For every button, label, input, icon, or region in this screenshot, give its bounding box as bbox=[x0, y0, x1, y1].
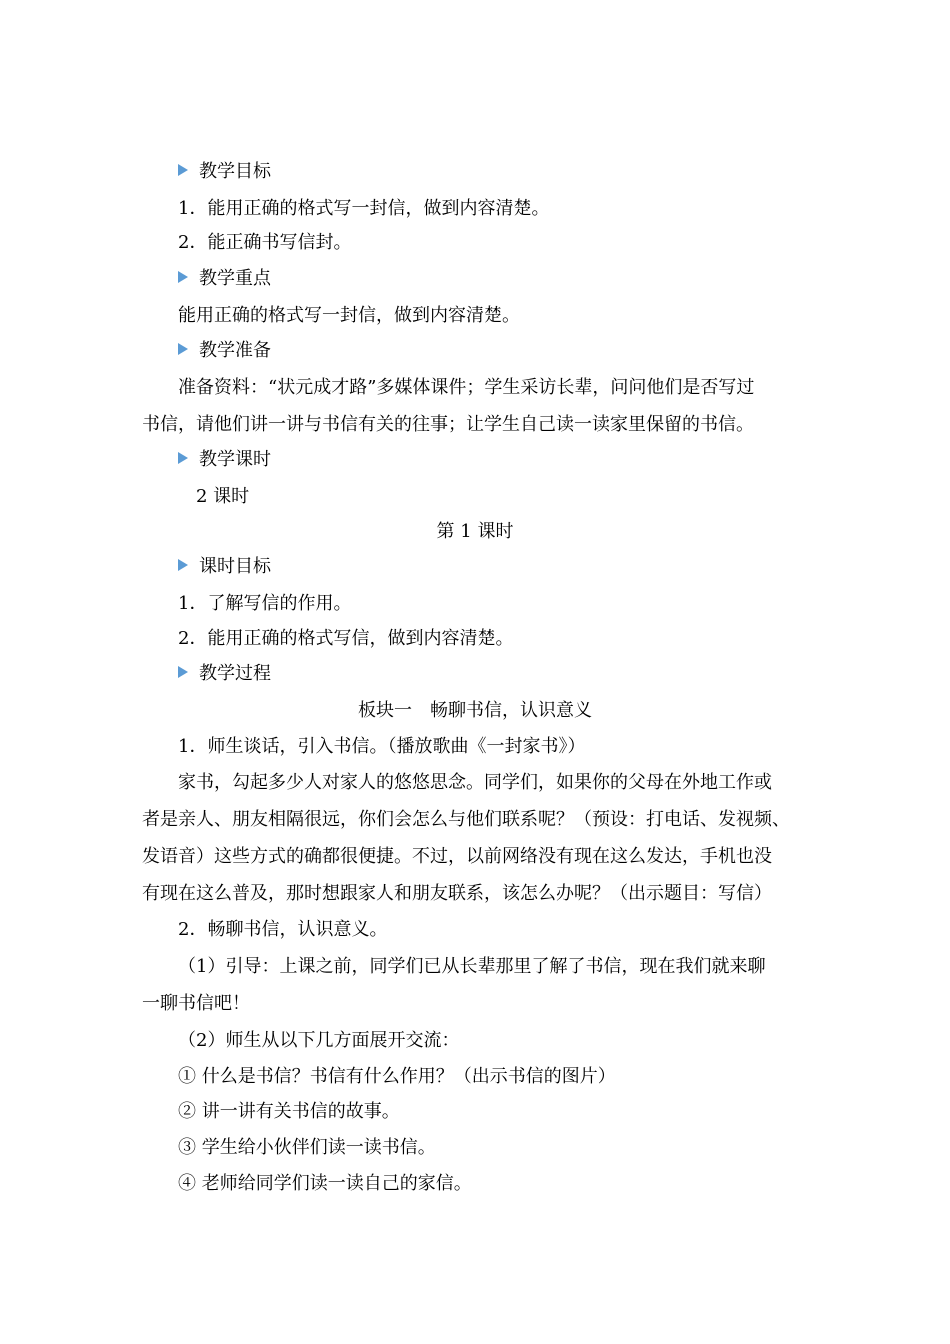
triangle-bullet-icon bbox=[178, 271, 188, 283]
hours-text: 2 课时 bbox=[196, 486, 250, 507]
paragraph-line: 者是亲人、朋友相隔很远，你们会怎么与他们联系呢？（预设：打电话、发视频、 bbox=[142, 809, 790, 830]
section-heading-lesson-goals bbox=[178, 555, 271, 579]
paragraph-line: （2）师生从以下几方面展开交流： bbox=[178, 1030, 460, 1051]
list-item: ③ 学生给小伙伴们读一读书信。 bbox=[178, 1137, 436, 1158]
list-item: ① 什么是书信？书信有什么作用？（出示书信的图片） bbox=[178, 1066, 616, 1087]
heading-text: 教学重点 bbox=[199, 268, 271, 289]
lesson-goal-item: 1．了解写信的作用。 bbox=[178, 593, 352, 614]
lesson-goal-item: 2．能用正确的格式写信，做到内容清楚。 bbox=[178, 628, 514, 649]
heading-text: 教学课时 bbox=[199, 449, 271, 470]
list-item: ④ 老师给同学们读一读自己的家信。 bbox=[178, 1173, 472, 1194]
heading-text: 课时目标 bbox=[199, 556, 271, 577]
triangle-bullet-icon bbox=[178, 452, 188, 464]
block-title: 板块一 畅聊书信，认识意义 bbox=[358, 700, 592, 721]
section-heading-teaching-goals bbox=[178, 160, 271, 184]
paragraph-line: （1）引导：上课之前，同学们已从长辈那里了解了书信，现在我们就来聊 bbox=[178, 956, 766, 977]
section-heading-teaching-hours bbox=[178, 448, 271, 472]
heading-text: 教学准备 bbox=[199, 340, 271, 361]
section-heading-teaching-process bbox=[178, 662, 271, 686]
triangle-bullet-icon bbox=[178, 343, 188, 355]
paragraph-line: 家书，勾起多少人对家人的悠悠思念。同学们，如果你的父母在外地工作或 bbox=[178, 772, 772, 793]
prep-line: 准备资料：“状元成才路”多媒体课件；学生采访长辈，问问他们是否写过 bbox=[178, 377, 755, 398]
goal-item: 2．能正确书写信封。 bbox=[178, 232, 352, 253]
process-step: 1．师生谈话，引入书信。（播放歌曲《一封家书》） bbox=[178, 736, 586, 757]
paragraph-line: 发语音）这些方式的确都很便捷。不过，以前网络没有现在这么发达，手机也没 bbox=[142, 846, 772, 867]
lesson-title: 第 1 课时 bbox=[436, 521, 514, 542]
paragraph-line: 有现在这么普及，那时想跟家人和朋友联系，该怎么办呢？（出示题目：写信） bbox=[142, 883, 772, 904]
triangle-bullet-icon bbox=[178, 559, 188, 571]
heading-text: 教学目标 bbox=[199, 161, 271, 182]
prep-line: 书信，请他们讲一讲与书信有关的往事；让学生自己读一读家里保留的书信。 bbox=[142, 414, 754, 435]
section-heading-teaching-focus bbox=[178, 267, 271, 291]
goal-item: 1．能用正确的格式写一封信，做到内容清楚。 bbox=[178, 198, 550, 219]
list-item: ② 讲一讲有关书信的故事。 bbox=[178, 1101, 400, 1122]
triangle-bullet-icon bbox=[178, 666, 188, 678]
process-step: 2．畅聊书信，认识意义。 bbox=[178, 919, 388, 940]
heading-text: 教学过程 bbox=[199, 663, 271, 684]
section-heading-teaching-prep bbox=[178, 339, 271, 363]
triangle-bullet-icon bbox=[178, 164, 188, 176]
paragraph-line: 一聊书信吧！ bbox=[142, 993, 250, 1014]
focus-text: 能用正确的格式写一封信，做到内容清楚。 bbox=[178, 305, 520, 326]
